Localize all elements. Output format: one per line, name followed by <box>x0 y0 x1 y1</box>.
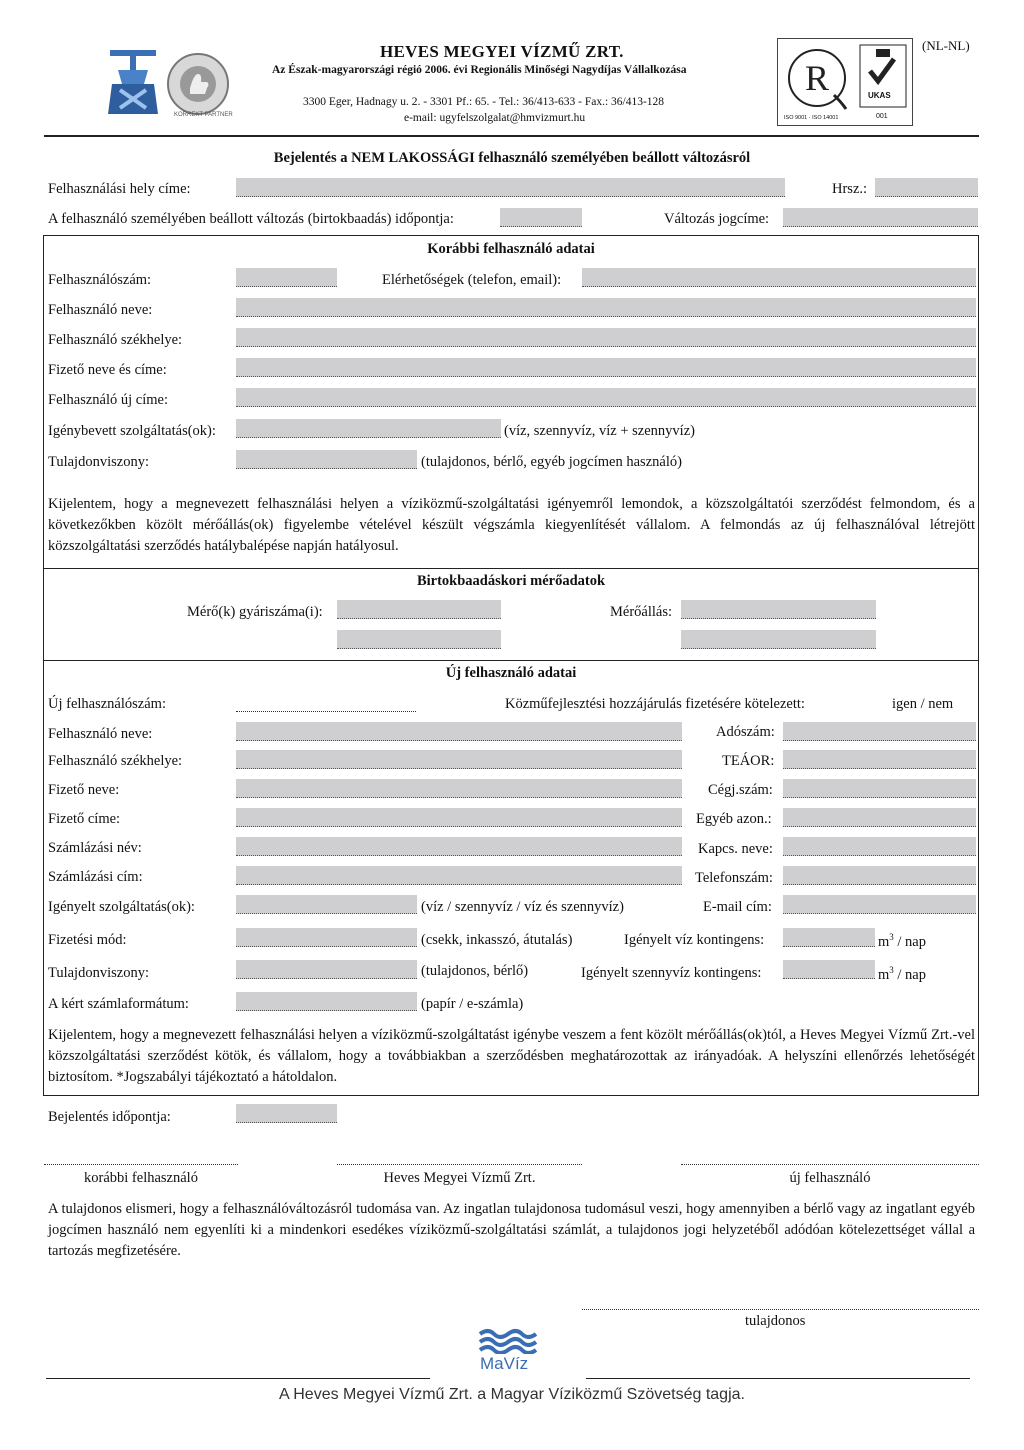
prev-seat-input[interactable] <box>236 328 976 347</box>
header-divider <box>44 135 979 137</box>
new-ownership-input[interactable] <box>236 960 417 979</box>
cert-number: 001 <box>876 113 888 120</box>
change-reason-label: Változás jogcíme: <box>664 211 770 227</box>
signature-line-company[interactable] <box>337 1164 582 1165</box>
svg-text:R: R <box>804 58 830 98</box>
sewage-quota-unit: $m^3$ / nap <box>878 965 926 983</box>
prev-new-address-label: Felhasználó új címe: <box>48 392 168 408</box>
prev-ownership-label: Tulajdonviszony: <box>48 454 149 470</box>
tax-number-label: Adószám: <box>716 724 775 740</box>
meter-reading-label: Mérőállás: <box>610 604 673 620</box>
prev-contacts-label: Elérhetőségek (telefon, email): <box>382 272 562 288</box>
meter-serial-input-2[interactable] <box>337 630 501 649</box>
hrsz-input[interactable] <box>875 178 978 197</box>
new-ownership-hint: (tulajdonos, bérlő) <box>421 963 529 979</box>
payer-address-label: Fizető címe: <box>48 811 121 827</box>
prev-services-input[interactable] <box>236 419 501 438</box>
footer-rule-left <box>46 1378 430 1379</box>
ukas-text: UKAS <box>868 91 891 100</box>
email-input[interactable] <box>783 895 976 914</box>
billing-name-input[interactable] <box>236 837 682 856</box>
meter-reading-input-2[interactable] <box>681 630 876 649</box>
invoice-format-input[interactable] <box>236 992 417 1011</box>
company-reg-input[interactable] <box>783 779 976 798</box>
prev-services-hint: (víz, szennyvíz, víz + szennyvíz) <box>504 423 695 439</box>
site-address-input[interactable] <box>236 178 785 197</box>
prev-user-number-label: Felhasználószám: <box>48 272 152 288</box>
meter-serial-input-1[interactable] <box>337 600 501 619</box>
teaor-input[interactable] <box>783 750 976 769</box>
new-name-label: Felhasználó neve: <box>48 726 153 742</box>
email-label: E-mail cím: <box>703 899 772 915</box>
sewage-quota-input[interactable] <box>783 960 875 979</box>
new-ownership-label: Tulajdonviszony: <box>48 965 149 981</box>
previous-user-title: Korábbi felhasználó adatai <box>427 241 595 257</box>
sewage-quota-label: Igényelt szennyvíz kontingens: <box>581 965 762 981</box>
signature-line-new[interactable] <box>681 1164 979 1165</box>
payment-input[interactable] <box>236 928 417 947</box>
prev-user-number-input[interactable] <box>236 268 337 287</box>
meter-serial-label: Mérő(k) gyáriszáma(i): <box>187 604 323 620</box>
meter-reading-input-1[interactable] <box>681 600 876 619</box>
certificate-block <box>777 38 913 126</box>
payment-hint: (csekk, inkasszó, átutalás) <box>421 932 573 948</box>
site-address-label: Felhasználási hely címe: <box>48 181 191 197</box>
prev-ownership-input[interactable] <box>236 450 417 469</box>
footer-rule-right <box>586 1378 970 1379</box>
form-code: (NL-NL) <box>922 38 970 53</box>
signature-line-prev[interactable] <box>44 1164 238 1165</box>
signature-line-owner[interactable] <box>582 1309 979 1310</box>
prev-contacts-input[interactable] <box>582 268 976 287</box>
iso-text: ISO 9001 · ISO 14001 <box>784 115 839 121</box>
lloyds-register-icon <box>784 45 850 115</box>
change-date-input[interactable] <box>500 208 582 227</box>
new-services-input[interactable] <box>236 895 417 914</box>
new-name-input[interactable] <box>236 722 682 741</box>
other-id-input[interactable] <box>783 808 976 827</box>
payment-label: Fizetési mód: <box>48 932 127 948</box>
meter-title: Birtokbaadáskori mérőadatok <box>416 573 606 589</box>
tax-number-input[interactable] <box>783 722 976 741</box>
water-quota-unit: $m^3$ / nap <box>878 932 926 950</box>
payer-name-label: Fizető neve: <box>48 782 120 798</box>
payer-name-input[interactable] <box>236 779 682 798</box>
prev-declaration: Kijelentem, hogy a megnevezett felhasználási helyen a víziközmű-szolgáltatási igényemről lemondok, a közszolgáltatói szerződést felmondom, és a következőkben közölt mérőállás(ok) figyelembe vételével készült végszámla kiegyenlítését vállalom. A felmondás az új felhasználóval létrejött közszolgáltatási szerződés hatálybalépése napján hatályosul. <box>48 496 975 554</box>
signature-label-prev: korábbi felhasználó <box>84 1170 198 1186</box>
invoice-format-label: A kért számlaformátum: <box>48 996 189 1012</box>
owner-statement: A tulajdonos elismeri, hogy a felhasználóváltozásról tudomása van. Az ingatlan tulajdonosa tudomásul veszi, hogy amennyiben a bérlő vagy az ingatlant egyéb jogcímen használó nem egyenlíti ki a mindenkori esedékes víziközmű-szolgáltatási számlát, a tulajdonos jogi helyzetéből adódóan kötelezettséget vállal a tartozás megfizetésére. <box>48 1201 975 1259</box>
new-declaration: Kijelentem, hogy a megnevezett felhasználási helyen a víziközmű-szolgáltatást igénybe veszem a fent közölt mérőállás(ok)tól, a Heves Megyei Vízmű Zrt.-vel közszolgáltatási szerződést kötök, és vállalom, hogy a továbbiakban a szerződésben meghatározottak az irányadóak. A helyszíni ellenőrzés lehetőségét biztosítom. *Jogszabályi tájékoztató a hátoldalon. <box>48 1027 975 1085</box>
phone-input[interactable] <box>783 866 976 885</box>
prev-new-address-input[interactable] <box>236 388 976 407</box>
billing-name-label: Számlázási név: <box>48 840 142 856</box>
prev-seat-label: Felhasználó székhelye: <box>48 332 183 348</box>
report-date-input[interactable] <box>236 1104 337 1123</box>
signature-label-company: Heves Megyei Vízmű Zrt. <box>383 1170 536 1186</box>
dev-contribution-choice[interactable]: igen / nem <box>892 696 954 712</box>
valve-logo-icon <box>104 44 162 120</box>
new-services-hint: (víz / szennyvíz / víz és szennyvíz) <box>421 899 624 915</box>
form-title: Bejelentés a NEM LAKOSSÁGI felhasználó személyében beállott változásról <box>273 150 751 166</box>
new-user-number-label: Új felhasználószám: <box>48 696 166 712</box>
hrsz-label: Hrsz.: <box>832 181 868 197</box>
contact-name-input[interactable] <box>783 837 976 856</box>
new-services-label: Igényelt szolgáltatás(ok): <box>48 899 195 915</box>
company-subtitle: Az Észak-magyarországi régió 2006. évi Regionális Minőségi Nagydíjas Vállalkozása <box>272 64 687 76</box>
teaor-label: TEÁOR: <box>722 753 775 769</box>
change-reason-input[interactable] <box>783 208 978 227</box>
new-seat-input[interactable] <box>236 750 682 769</box>
maviz-logo-text: MaVíz <box>480 1354 529 1373</box>
water-quota-input[interactable] <box>783 928 875 947</box>
phone-label: Telefonszám: <box>695 870 773 886</box>
prev-name-label: Felhasználó neve: <box>48 302 153 318</box>
company-reg-label: Cégj.szám: <box>708 782 773 798</box>
company-email: e-mail: ugyfelszolgalat@hmvizmurt.hu <box>404 112 586 124</box>
signature-label-owner: tulajdonos <box>745 1313 806 1329</box>
billing-address-label: Számlázási cím: <box>48 869 143 885</box>
billing-address-input[interactable] <box>236 866 682 885</box>
prev-name-input[interactable] <box>236 298 976 317</box>
maviz-waves-icon <box>476 1328 542 1354</box>
change-date-label: A felhasználó személyében beállott változás (birtokbaadás) időpontja: <box>48 211 454 227</box>
prev-ownership-hint: (tulajdonos, bérlő, egyéb jogcímen használó) <box>421 454 682 470</box>
prev-services-label: Igénybevett szolgáltatás(ok): <box>48 423 216 439</box>
water-quota-label: Igényelt víz kontingens: <box>624 932 765 948</box>
report-date-label: Bejelentés időpontja: <box>48 1109 171 1125</box>
prev-payer-label: Fizető neve és címe: <box>48 362 167 378</box>
membership-text: A Heves Megyei Vízmű Zrt. a Magyar Víziközmű Szövetség tagja. <box>279 1386 745 1403</box>
payer-address-input[interactable] <box>236 808 682 827</box>
company-name: HEVES MEGYEI VÍZMŰ ZRT. <box>380 42 624 61</box>
invoice-format-hint: (papír / e-számla) <box>421 996 524 1012</box>
contact-name-label: Kapcs. neve: <box>698 841 773 857</box>
prev-payer-input[interactable] <box>236 358 976 377</box>
other-id-label: Egyéb azon.: <box>696 811 772 827</box>
new-user-title: Új felhasználó adatai <box>445 665 577 681</box>
signature-label-new: új felhasználó <box>789 1170 871 1186</box>
badge-text: KORREKT PARTNER <box>174 112 233 118</box>
company-address: 3300 Eger, Hadnagy u. 2. - 3301 Pf.: 65. - Tel.: 36/413-633 - Fax.: 36/413-128 <box>303 96 665 108</box>
korrekt-partner-badge-icon <box>166 52 230 116</box>
new-user-number-input[interactable] <box>236 711 416 712</box>
dev-contribution-label: Közműfejlesztési hozzájárulás fizetésére kötelezett: <box>505 696 805 712</box>
new-seat-label: Felhasználó székhelye: <box>48 753 183 769</box>
